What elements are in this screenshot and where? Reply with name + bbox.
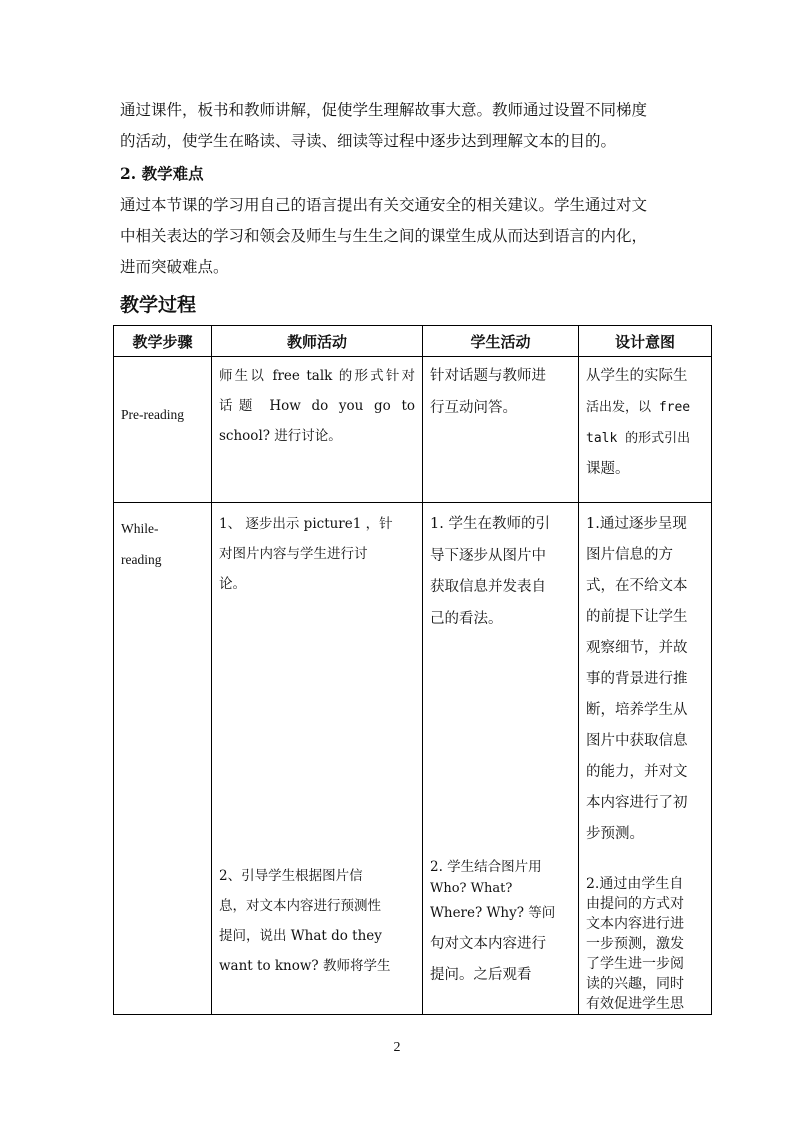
difficulty-heading: 2. 教学难点	[120, 164, 204, 183]
teacher-line: 1、 逐步出示 picture1 ，针	[219, 516, 393, 532]
student-line: Where? Why? 等问	[430, 905, 556, 921]
table-header-row	[114, 326, 712, 357]
design-line: 从学生的实际生	[586, 368, 688, 384]
teacher-line: 论。	[219, 576, 246, 592]
teacher-line: 2、引导学生根据图片信	[219, 868, 363, 884]
design-line: 一步预测，激发	[586, 936, 684, 952]
student-line: 句对文本内容进行	[430, 936, 546, 952]
teacher-line: 话题 How do you go to	[219, 398, 415, 414]
design-line: 读的兴趣，同时	[586, 976, 684, 992]
student-cell	[423, 503, 579, 1015]
design-line: 了学生进一步阅	[586, 956, 684, 972]
design-line: 式，在不给文本	[586, 578, 688, 594]
student-line: Who? What?	[430, 881, 513, 896]
design-line: 有效促进学生思	[586, 996, 684, 1012]
header-teacher-activity: 教师活动	[212, 326, 423, 357]
difficulty-line: 进而突破难点。	[120, 258, 229, 276]
teacher-line: 提问，说出 What do they	[219, 928, 382, 944]
student-cell	[423, 357, 579, 503]
design-line: 本内容进行了初	[586, 795, 688, 811]
header-student-activity: 学生活动	[423, 326, 579, 357]
teacher-line: 息，对文本内容进行预测性	[219, 898, 381, 914]
student-line: 针对话题与教师进	[430, 368, 546, 384]
design-line: 观察细节，并故	[586, 640, 688, 656]
table-row-while-reading	[114, 503, 712, 1015]
header-design-intent: 设计意图	[579, 326, 712, 357]
design-line: 文本内容进行进	[586, 916, 684, 932]
difficulty-paragraph	[120, 190, 680, 283]
design-line: talk 的形式引出	[586, 431, 691, 446]
header-step: 教学步骤	[114, 326, 212, 357]
teacher-cell	[212, 357, 423, 503]
student-line: 提问。之后观看	[430, 967, 532, 983]
design-line: 的能力，并对文	[586, 764, 688, 780]
student-line: 1. 学生在教师的引	[430, 516, 550, 532]
table-row-pre-reading	[114, 357, 712, 503]
design-cell	[579, 503, 712, 1015]
design-cell	[579, 357, 712, 503]
student-line: 行互动问答。	[430, 399, 517, 416]
student-line: 己的看法。	[430, 610, 503, 627]
design-line: 的前提下让学生	[586, 609, 688, 625]
difficulty-line: 通过本节课的学习用自己的语言提出有关交通安全的相关建议。学生通过对文	[120, 196, 648, 214]
teacher-cell	[212, 503, 423, 1015]
design-line: 图片信息的方	[586, 547, 673, 563]
student-line: 2. 学生结合图片用	[430, 859, 542, 875]
design-line: 图片中获取信息	[586, 733, 688, 749]
teacher-line: want to know? 教师将学生	[219, 958, 391, 974]
difficulty-line: 中相关表达的学习和领会及师生与生生之间的课堂生成从而达到语言的内化，	[120, 227, 648, 245]
student-line: 导下逐步从图片中	[430, 547, 546, 564]
design-line: 断，培养学生从	[586, 702, 688, 718]
intro-paragraph	[120, 95, 680, 157]
page-number: 2	[393, 1040, 401, 1055]
step-while-reading: While-	[121, 521, 159, 536]
step-pre-reading: Pre-reading	[121, 407, 184, 422]
design-line: 课题。	[586, 461, 630, 477]
intro-line: 的活动，使学生在略读、寻读、细读等过程中逐步达到理解文本的目的。	[120, 132, 617, 150]
design-line: 2.通过由学生自	[586, 876, 684, 892]
design-line: 由提问的方式对	[586, 896, 684, 912]
design-line: 活出发，以 free	[586, 400, 691, 415]
student-line: 获取信息并发表自	[430, 579, 546, 595]
teacher-line: school? 进行讨论。	[219, 428, 342, 444]
step-while-reading: reading	[121, 552, 162, 567]
process-table	[113, 325, 712, 1015]
step-cell	[114, 357, 212, 503]
teacher-line: 师生以 free talk 的形式针对	[219, 368, 415, 384]
step-cell	[114, 503, 212, 1015]
intro-line: 通过课件，板书和教师讲解，促使学生理解故事大意。教师通过设置不同梯度	[120, 101, 648, 119]
process-title: 教学过程	[120, 294, 197, 316]
design-line: 步预测。	[586, 826, 644, 842]
design-line: 事的背景进行推	[586, 671, 688, 687]
teacher-line: 对图片内容与学生进行讨	[219, 546, 368, 562]
design-line: 1.通过逐步呈现	[586, 516, 687, 532]
